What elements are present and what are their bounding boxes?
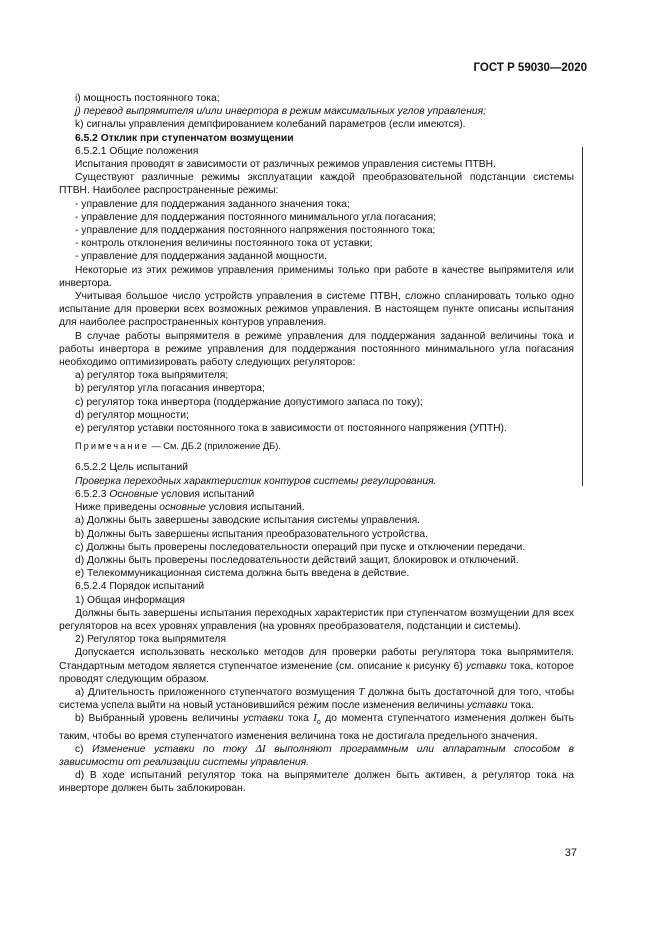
heading-number: 6.5.2.3 — [75, 488, 110, 500]
list-item-c: c) Должны быть проверены последовательности операций при пуске и отключении передачи. — [75, 541, 526, 553]
list-item-j: j) перевод выпрямителя и/или инвертора в режим максимальных углов управления; — [75, 106, 487, 118]
text-emphasis: уставки — [465, 660, 507, 672]
subsection-heading-6-5-2-3 — [59, 488, 574, 501]
subsection-heading-6-5-2-1: 6.5.2.1 Общие положения — [75, 145, 199, 157]
text-run: тока. — [507, 700, 534, 712]
symbol-delta-i: ΔI — [255, 742, 266, 755]
paragraph: Существуют различные режимы эксплуатации каждой преобразовательной подстанции системы ПТВН. Наиболее распространенные режимы: — [59, 172, 574, 197]
list-item-i: i) мощность постоянного тока; — [75, 93, 220, 104]
list-item-a: a) Должны быть завершены заводские испытания системы управления. — [75, 515, 421, 527]
list-item-e: e) Телекоммуникационная система должна быть введена в действие. — [75, 568, 410, 580]
page-number: 37 — [564, 847, 577, 859]
text-emphasis: выполняют программным или аппаратным способом в зависимости от реализации системы управления. — [59, 743, 574, 768]
paragraph: Учитывая большое число устройств управления в системе ПТВН, сложно спланировать только одно испытание для проверки всех возможных режимов управления. В настоящем пункте описаны испытания для наиболее распространенных контуров управления. — [59, 291, 574, 329]
heading-emphasis: Основные — [109, 488, 159, 500]
text-emphasis: уставки — [466, 700, 508, 712]
list-item-a — [59, 686, 574, 712]
heading-text: условия испытаний — [158, 488, 255, 500]
symbol-i: I — [313, 712, 317, 725]
list-item-e: e) регулятор уставки постоянного тока в зависимости от постоянного напряжения (УПТН). — [75, 423, 507, 435]
dash-item: - управление для поддержания постоянного напряжения постоянного тока; — [75, 225, 436, 237]
text-run: условия испытаний. — [205, 502, 305, 514]
text-run: Ниже приведены — [75, 502, 160, 514]
symbol-t: T — [358, 685, 365, 698]
paragraph — [59, 501, 574, 514]
numbered-item-2: 2) Регулятор тока выпрямителя — [75, 634, 227, 646]
paragraph: Некоторые из этих режимов управления применимы только при работе в качестве выпрямителя или инвертора. — [59, 264, 574, 289]
text-run: Допускается использовать несколько методов для проверки работы регулятора тока выпрямителя. Стандартным методом является ступенчатое изменение (см. описание к рисунку 6) — [59, 647, 574, 672]
note-text: — См. ДБ.2 (приложение ДБ). — [148, 441, 281, 452]
section-heading-6-5-2: 6.5.2 Отклик при ступенчатом возмущении — [75, 132, 294, 144]
text-run: до момента ступенчатого изменения должен быть таким, чтобы во время ступенчатого изменения величина тока не достигала предельного значения. — [59, 713, 574, 742]
paragraph: Должны быть завершены испытания переходных характеристик при ступенчатом возмущении для всех регуляторов на всех уровнях управления (на уровнях преобразователя, подстанции и системы). — [59, 607, 574, 632]
text-emphasis: уставки — [243, 713, 284, 725]
paragraph: Испытания проводят в зависимости от различных режимов управления системы ПТВН. — [75, 159, 496, 171]
subsection-heading-6-5-2-4: 6.5.2.4 Порядок испытаний — [75, 581, 205, 593]
list-item-k: k) сигналы управления демпфированием колебаний параметров (если имеются). — [75, 119, 466, 131]
dash-item: - управление для поддержания постоянного минимального угла погасания; — [75, 211, 437, 223]
list-item-d: d) Должны быть проверены последовательности действий защит, блокировок и отключений. — [75, 554, 519, 566]
dash-item: - управление для поддержания заданной мощности. — [75, 251, 328, 263]
paragraph — [59, 646, 574, 686]
list-item-a: a) регулятор тока выпрямителя; — [75, 370, 229, 382]
text-run: b) Выбранный уровень величины — [75, 713, 244, 725]
dash-item: - управление для поддержания заданного значения тока; — [75, 198, 350, 210]
dash-item: - контроль отклонения величины постоянного тока от уставки; — [75, 238, 373, 250]
paragraph: Проверка переходных характеристик контуров системы регулирования. — [75, 475, 437, 487]
list-item-d: d) регулятор мощности; — [75, 409, 189, 421]
list-item-d: d) В ходе испытаний регулятор тока на выпрямителе должен быть активен, а регулятор тока на инверторе должен быть заблокирован. — [59, 770, 574, 795]
text-run: c) — [75, 743, 93, 755]
symbol-subscript: o — [316, 719, 321, 727]
subsection-heading-6-5-2-2: 6.5.2.2 Цель испытаний — [75, 462, 188, 474]
numbered-item-1: 1) Общая информация — [75, 594, 185, 606]
list-item-c — [59, 743, 574, 769]
standard-code: ГОСТ Р 59030—2020 — [473, 62, 587, 74]
list-item-c: c) регулятор тока инвертора (поддержание допустимого запаса по току); — [75, 396, 423, 408]
text-emphasis: Изменение уставки по току — [92, 743, 256, 755]
paragraph: В случае работы выпрямителя в режиме управления для поддержания заданной величины тока и работы инвертора в режиме управления для поддержания постоянного минимального угла погасания необходимо оптимизировать работу следующих регуляторов: — [59, 330, 574, 369]
text-emphasis: основные — [159, 502, 206, 514]
text-run: a) Длительность приложенного ступенчатого возмущения — [75, 686, 359, 698]
note-label: Примечание — [75, 441, 149, 452]
text-run: тока — [283, 713, 314, 725]
list-item-b — [59, 712, 574, 742]
text-run: тока, которое проводят следующим образом. — [59, 660, 574, 685]
list-item-b: b) регулятор угла погасания инвертора; — [75, 383, 265, 395]
note — [59, 440, 574, 453]
document-body — [59, 92, 574, 796]
list-item-b: b) Должны быть завершены испытания преобразовательного устройства. — [75, 528, 428, 540]
change-bar — [582, 147, 583, 486]
text-run: должна быть достаточной для того, чтобы система успела выйти на новый установившийся режим после изменения величины — [59, 686, 574, 712]
